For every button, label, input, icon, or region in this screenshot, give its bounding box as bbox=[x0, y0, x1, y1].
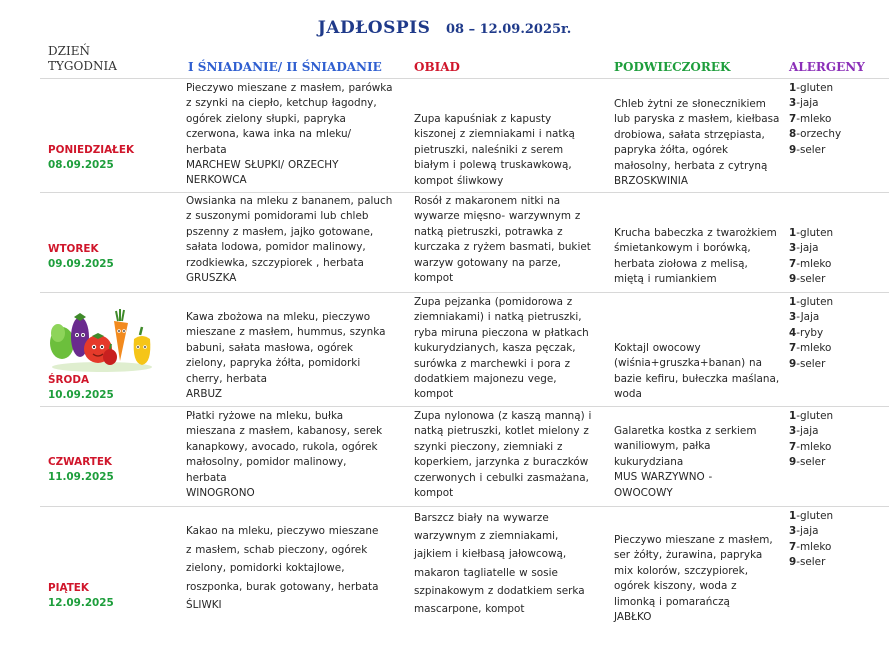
menu-title bbox=[0, 18, 889, 38]
obiad-line: kompot śliwkowy bbox=[414, 174, 504, 187]
allergen-number: 7 bbox=[789, 342, 797, 355]
allergen-item bbox=[789, 96, 841, 111]
day-date: 10.09.2025 bbox=[48, 389, 114, 402]
allergen-name: -seler bbox=[796, 143, 826, 156]
header-day bbox=[48, 44, 117, 74]
day-label bbox=[48, 455, 114, 486]
breakfast-line: pszenny z masłem, jajko gotowane, bbox=[186, 225, 374, 238]
allergen-item bbox=[789, 509, 833, 524]
allergen-name: -orzechy bbox=[796, 128, 842, 141]
obiad-cell bbox=[414, 295, 589, 403]
podwieczorek-line: JABŁKO bbox=[614, 611, 652, 624]
breakfast-line: babuni, sałata masłowa, ogórek bbox=[186, 341, 354, 354]
breakfast-cell bbox=[186, 81, 393, 189]
allergens-cell bbox=[789, 295, 833, 372]
breakfast-line: Kakao na mleku, pieczywo mieszane bbox=[186, 525, 379, 537]
allergen-number: 1 bbox=[789, 510, 797, 522]
podwieczorek-line: MUS WARZYWNO - bbox=[614, 471, 713, 484]
allergen-number: 4 bbox=[789, 326, 797, 339]
day-label bbox=[48, 242, 114, 273]
breakfast-line: GRUSZKA bbox=[186, 272, 237, 285]
allergen-name: -Jaja bbox=[796, 311, 820, 324]
obiad-line: koperkiem, jarzynka z buraczków bbox=[414, 456, 589, 469]
allergen-name: -seler bbox=[796, 273, 826, 286]
header-day-line2: TYGODNIA bbox=[48, 59, 117, 73]
breakfast-line: zielony, papryka żółta, pomidorki bbox=[186, 357, 361, 370]
breakfast-line: Owsianka na mleku z bananem, paluch bbox=[186, 195, 393, 207]
obiad-line: warzyw gotowany na parze, bbox=[414, 256, 561, 269]
breakfast-line: herbata bbox=[186, 471, 227, 484]
breakfast-line: ogórek zielony słupki, papryka bbox=[186, 112, 346, 125]
obiad-line: białym i polewą truskawkową, bbox=[414, 159, 572, 172]
breakfast-line: mieszana z masłem, kabanosy, serek bbox=[186, 425, 383, 438]
breakfast-line: Płatki ryżowe na mleku, bułka bbox=[186, 410, 344, 422]
allergen-item bbox=[789, 272, 833, 287]
allergen-name: -gluten bbox=[796, 410, 834, 422]
allergen-number: 3 bbox=[789, 425, 797, 438]
podwieczorek-line: mix kolorów, szczypiorek, bbox=[614, 564, 748, 577]
breakfast-line: Kawa zbożowa na mleku, pieczywo bbox=[186, 311, 371, 323]
breakfast-line: ARBUZ bbox=[186, 388, 222, 401]
podwieczorek-cell bbox=[614, 424, 756, 501]
allergen-name: -seler bbox=[796, 556, 826, 569]
obiad-line: makaron tagliatelle w sosie bbox=[414, 566, 558, 579]
allergen-item bbox=[789, 326, 833, 341]
breakfast-cell bbox=[186, 522, 379, 615]
allergen-item bbox=[789, 341, 833, 356]
title-dates: 08 – 12.09.2025r. bbox=[445, 22, 572, 37]
allergen-item bbox=[789, 112, 841, 127]
allergen-item bbox=[789, 409, 833, 424]
breakfast-cell bbox=[186, 310, 385, 402]
obiad-line: natką pietruszki, kotlet mielony z bbox=[414, 425, 589, 438]
breakfast-line: rzodkiewka, szczypiorek , herbata bbox=[186, 256, 364, 269]
obiad-line: wywarze mięsno- warzywnym z bbox=[414, 210, 581, 223]
allergens-cell bbox=[789, 81, 841, 158]
allergen-number: 9 bbox=[789, 273, 797, 286]
allergen-item bbox=[789, 555, 833, 570]
allergen-item bbox=[789, 226, 833, 241]
allergens-cell bbox=[789, 509, 833, 571]
allergen-name: -seler bbox=[796, 357, 826, 370]
obiad-line: Zupa nylonowa (z kaszą manną) i bbox=[414, 410, 592, 422]
podwieczorek-line: kukurydziana bbox=[614, 455, 684, 468]
allergen-number: 9 bbox=[789, 556, 797, 569]
allergen-number: 9 bbox=[789, 143, 797, 156]
podwieczorek-line: OWOCOWY bbox=[614, 486, 673, 499]
obiad-line: pietruszki, naleśniki z serem bbox=[414, 143, 564, 156]
podwieczorek-line: miętą i rumiankiem bbox=[614, 273, 717, 286]
header-podwieczorek: PODWIECZOREK bbox=[614, 60, 731, 74]
allergen-number: 3 bbox=[789, 525, 797, 538]
obiad-cell bbox=[414, 112, 575, 189]
breakfast-cell bbox=[186, 409, 382, 501]
podwieczorek-line: Chleb żytni ze słonecznikiem bbox=[614, 98, 766, 110]
allergen-number: 1 bbox=[789, 227, 797, 239]
podwieczorek-line: ogórek kiszony, woda z bbox=[614, 580, 737, 593]
podwieczorek-cell bbox=[614, 533, 773, 625]
obiad-line: dodatkiem majonezu vege, bbox=[414, 373, 557, 386]
row-divider bbox=[40, 192, 889, 193]
allergen-number: 7 bbox=[789, 440, 797, 453]
obiad-line: czerwonych i cebulki zasmażana, bbox=[414, 471, 589, 484]
header-day-line1: DZIEŃ bbox=[48, 44, 90, 58]
allergen-name: -seler bbox=[796, 456, 826, 469]
allergen-number: 3 bbox=[789, 311, 797, 324]
obiad-line: kompot bbox=[414, 388, 454, 401]
day-label bbox=[48, 581, 114, 612]
day-date: 11.09.2025 bbox=[48, 471, 114, 484]
obiad-line: Barszcz biały na wywarze bbox=[414, 512, 549, 524]
podwieczorek-cell bbox=[614, 97, 779, 189]
podwieczorek-line: papryka żółta, ogórek bbox=[614, 144, 729, 157]
allergen-name: -gluten bbox=[796, 510, 834, 522]
allergen-name: -gluten bbox=[796, 296, 834, 308]
breakfast-line: WINOGRONO bbox=[186, 487, 255, 500]
podwieczorek-cell bbox=[614, 341, 779, 403]
day-name: ŚRODA bbox=[48, 374, 89, 386]
day-date: 09.09.2025 bbox=[48, 258, 114, 271]
podwieczorek-line: Galaretka kostka z serkiem bbox=[614, 425, 757, 437]
breakfast-line: z suszonymi pomidorami lub chleb bbox=[186, 210, 369, 223]
day-name: PONIEDZIAŁEK bbox=[48, 144, 134, 156]
allergen-item bbox=[789, 127, 841, 142]
podwieczorek-line: śmietankowym i borówką, bbox=[614, 242, 751, 255]
podwieczorek-line: BRZOSKWINIA bbox=[614, 175, 688, 188]
podwieczorek-line: Pieczywo mieszane z masłem, bbox=[614, 534, 773, 546]
obiad-line: mascarpone, kompot bbox=[414, 603, 525, 616]
allergen-name: -mleko bbox=[796, 440, 832, 453]
allergen-item bbox=[789, 455, 833, 470]
podwieczorek-line: (wiśnia+gruszka+banan) na bbox=[614, 357, 762, 370]
podwieczorek-line: limonką i pomarańczą bbox=[614, 595, 730, 608]
podwieczorek-line: Krucha babeczka z twarożkiem bbox=[614, 227, 777, 239]
obiad-line: kompot bbox=[414, 487, 454, 500]
breakfast-line: Pieczywo mieszane z masłem, parówka bbox=[186, 82, 393, 94]
obiad-line: ziemniakami) i natką pietruszki, bbox=[414, 311, 582, 324]
breakfast-line: cherry, herbata bbox=[186, 372, 267, 385]
obiad-line: Zupa kapuśniak z kapusty bbox=[414, 113, 552, 125]
allergen-item bbox=[789, 295, 833, 310]
allergen-number: 1 bbox=[789, 82, 797, 94]
allergen-name: -mleko bbox=[796, 342, 832, 355]
obiad-line: kukurydzianych, kasza pęczak, bbox=[414, 342, 576, 355]
allergen-name: -ryby bbox=[796, 326, 824, 339]
obiad-line: szpinakowym z dodatkiem serka bbox=[414, 584, 585, 597]
podwieczorek-line: waniliowym, pałka bbox=[614, 440, 711, 453]
podwieczorek-line: lub paryska z masłem, kiełbasa bbox=[614, 113, 780, 126]
podwieczorek-line: ser żółty, żurawina, papryka bbox=[614, 549, 763, 562]
podwieczorek-cell bbox=[614, 226, 777, 288]
allergen-item bbox=[789, 357, 833, 372]
breakfast-line: mieszane z masłem, hummus, szynka bbox=[186, 326, 386, 339]
row-divider bbox=[40, 292, 889, 293]
allergen-item bbox=[789, 241, 833, 256]
breakfast-line: kanapkowy, avocado, rukola, ogórek bbox=[186, 440, 378, 453]
vegetables-illustration-icon bbox=[48, 303, 156, 373]
allergen-item bbox=[789, 440, 833, 455]
podwieczorek-line: małosolny, herbata z cytryną bbox=[614, 159, 768, 172]
header-obiad: OBIAD bbox=[414, 60, 460, 74]
title-main: JADŁOSPIS bbox=[317, 18, 431, 38]
allergen-name: -mleko bbox=[796, 112, 832, 125]
obiad-cell bbox=[414, 509, 585, 618]
allergen-name: -jaja bbox=[796, 525, 819, 538]
obiad-cell bbox=[414, 194, 591, 286]
obiad-line: jajkiem i kiełbasą jałowcową, bbox=[414, 548, 567, 561]
breakfast-line: małosolny, pomidor malinowy, bbox=[186, 456, 347, 469]
day-label bbox=[48, 143, 134, 174]
allergen-number: 3 bbox=[789, 97, 797, 110]
breakfast-line: MARCHEW SŁUPKI/ ORZECHY bbox=[186, 159, 339, 172]
breakfast-line: herbata bbox=[186, 143, 227, 156]
allergen-number: 8 bbox=[789, 128, 797, 141]
breakfast-line: zielony, pomidorki koktajlowe, bbox=[186, 562, 345, 575]
allergen-number: 1 bbox=[789, 410, 797, 422]
podwieczorek-line: herbata ziołowa z melisą, bbox=[614, 257, 748, 270]
podwieczorek-line: Koktajl owocowy bbox=[614, 342, 701, 354]
obiad-line: surówka z marchewki i pora z bbox=[414, 357, 571, 370]
obiad-line: kompot bbox=[414, 272, 454, 285]
allergen-name: -jaja bbox=[796, 97, 819, 110]
allergen-name: -mleko bbox=[796, 257, 832, 270]
allergen-name: -mleko bbox=[796, 540, 832, 553]
breakfast-line: ŚLIWKI bbox=[186, 599, 222, 612]
obiad-line: szynki pieczony, ziemniaki z bbox=[414, 440, 563, 453]
obiad-cell bbox=[414, 409, 591, 501]
day-name: WTOREK bbox=[48, 243, 99, 255]
allergen-item bbox=[789, 310, 833, 325]
obiad-line: kiszonej z ziemniakami i natką bbox=[414, 128, 575, 141]
allergen-number: 7 bbox=[789, 112, 797, 125]
allergen-number: 7 bbox=[789, 257, 797, 270]
allergen-item bbox=[789, 81, 841, 96]
row-divider bbox=[40, 406, 889, 407]
day-name: PIĄTEK bbox=[48, 582, 89, 594]
obiad-line: kurczaka z ryżem basmati, bukiet bbox=[414, 241, 591, 254]
breakfast-cell bbox=[186, 194, 392, 286]
allergen-name: -gluten bbox=[796, 82, 834, 94]
header-alergeny: ALERGENY bbox=[789, 60, 865, 74]
breakfast-line: z masłem, schab pieczony, ogórek bbox=[186, 543, 368, 556]
breakfast-line: roszponka, burak gotowany, herbata bbox=[186, 580, 379, 593]
allergen-item bbox=[789, 540, 833, 555]
obiad-line: Zupa pejzanka (pomidorowa z bbox=[414, 296, 573, 308]
row-divider bbox=[40, 506, 889, 507]
allergen-item bbox=[789, 524, 833, 539]
allergen-number: 9 bbox=[789, 357, 797, 370]
allergen-item bbox=[789, 424, 833, 439]
allergen-number: 3 bbox=[789, 242, 797, 255]
day-label bbox=[48, 373, 114, 404]
breakfast-line: czerwona, kawa inka na mleku/ bbox=[186, 128, 352, 141]
day-name: CZWARTEK bbox=[48, 456, 112, 468]
breakfast-line: sałata lodowa, pomidor malinowy, bbox=[186, 241, 366, 254]
obiad-line: ryba miruna pieczona w płatkach bbox=[414, 326, 589, 339]
allergen-number: 9 bbox=[789, 456, 797, 469]
allergen-number: 7 bbox=[789, 540, 797, 553]
obiad-line: warzywnym z ziemniakami, bbox=[414, 530, 559, 543]
header-breakfast: I ŚNIADANIE/ II ŚNIADANIE bbox=[188, 60, 382, 74]
podwieczorek-line: woda bbox=[614, 388, 642, 401]
day-date: 12.09.2025 bbox=[48, 597, 114, 610]
allergens-cell bbox=[789, 409, 833, 471]
podwieczorek-line: bazie kefiru, bułeczka maślana, bbox=[614, 372, 780, 385]
breakfast-line: z szynki na ciepło, ketchup łagodny, bbox=[186, 97, 377, 110]
allergen-item bbox=[789, 143, 841, 158]
allergen-name: -gluten bbox=[796, 227, 834, 239]
allergen-item bbox=[789, 257, 833, 272]
breakfast-line: NERKOWCA bbox=[186, 174, 247, 187]
allergen-name: -jaja bbox=[796, 425, 819, 438]
day-date: 08.09.2025 bbox=[48, 159, 114, 172]
allergens-cell bbox=[789, 226, 833, 288]
obiad-line: Rosół z makaronem nitki na bbox=[414, 195, 561, 207]
allergen-name: -jaja bbox=[796, 242, 819, 255]
obiad-line: natką pietruszki, potrawka z bbox=[414, 225, 563, 238]
row-divider bbox=[40, 78, 889, 79]
podwieczorek-line: drobiowa, sałata strzępiasta, bbox=[614, 128, 765, 141]
allergen-number: 1 bbox=[789, 296, 797, 308]
